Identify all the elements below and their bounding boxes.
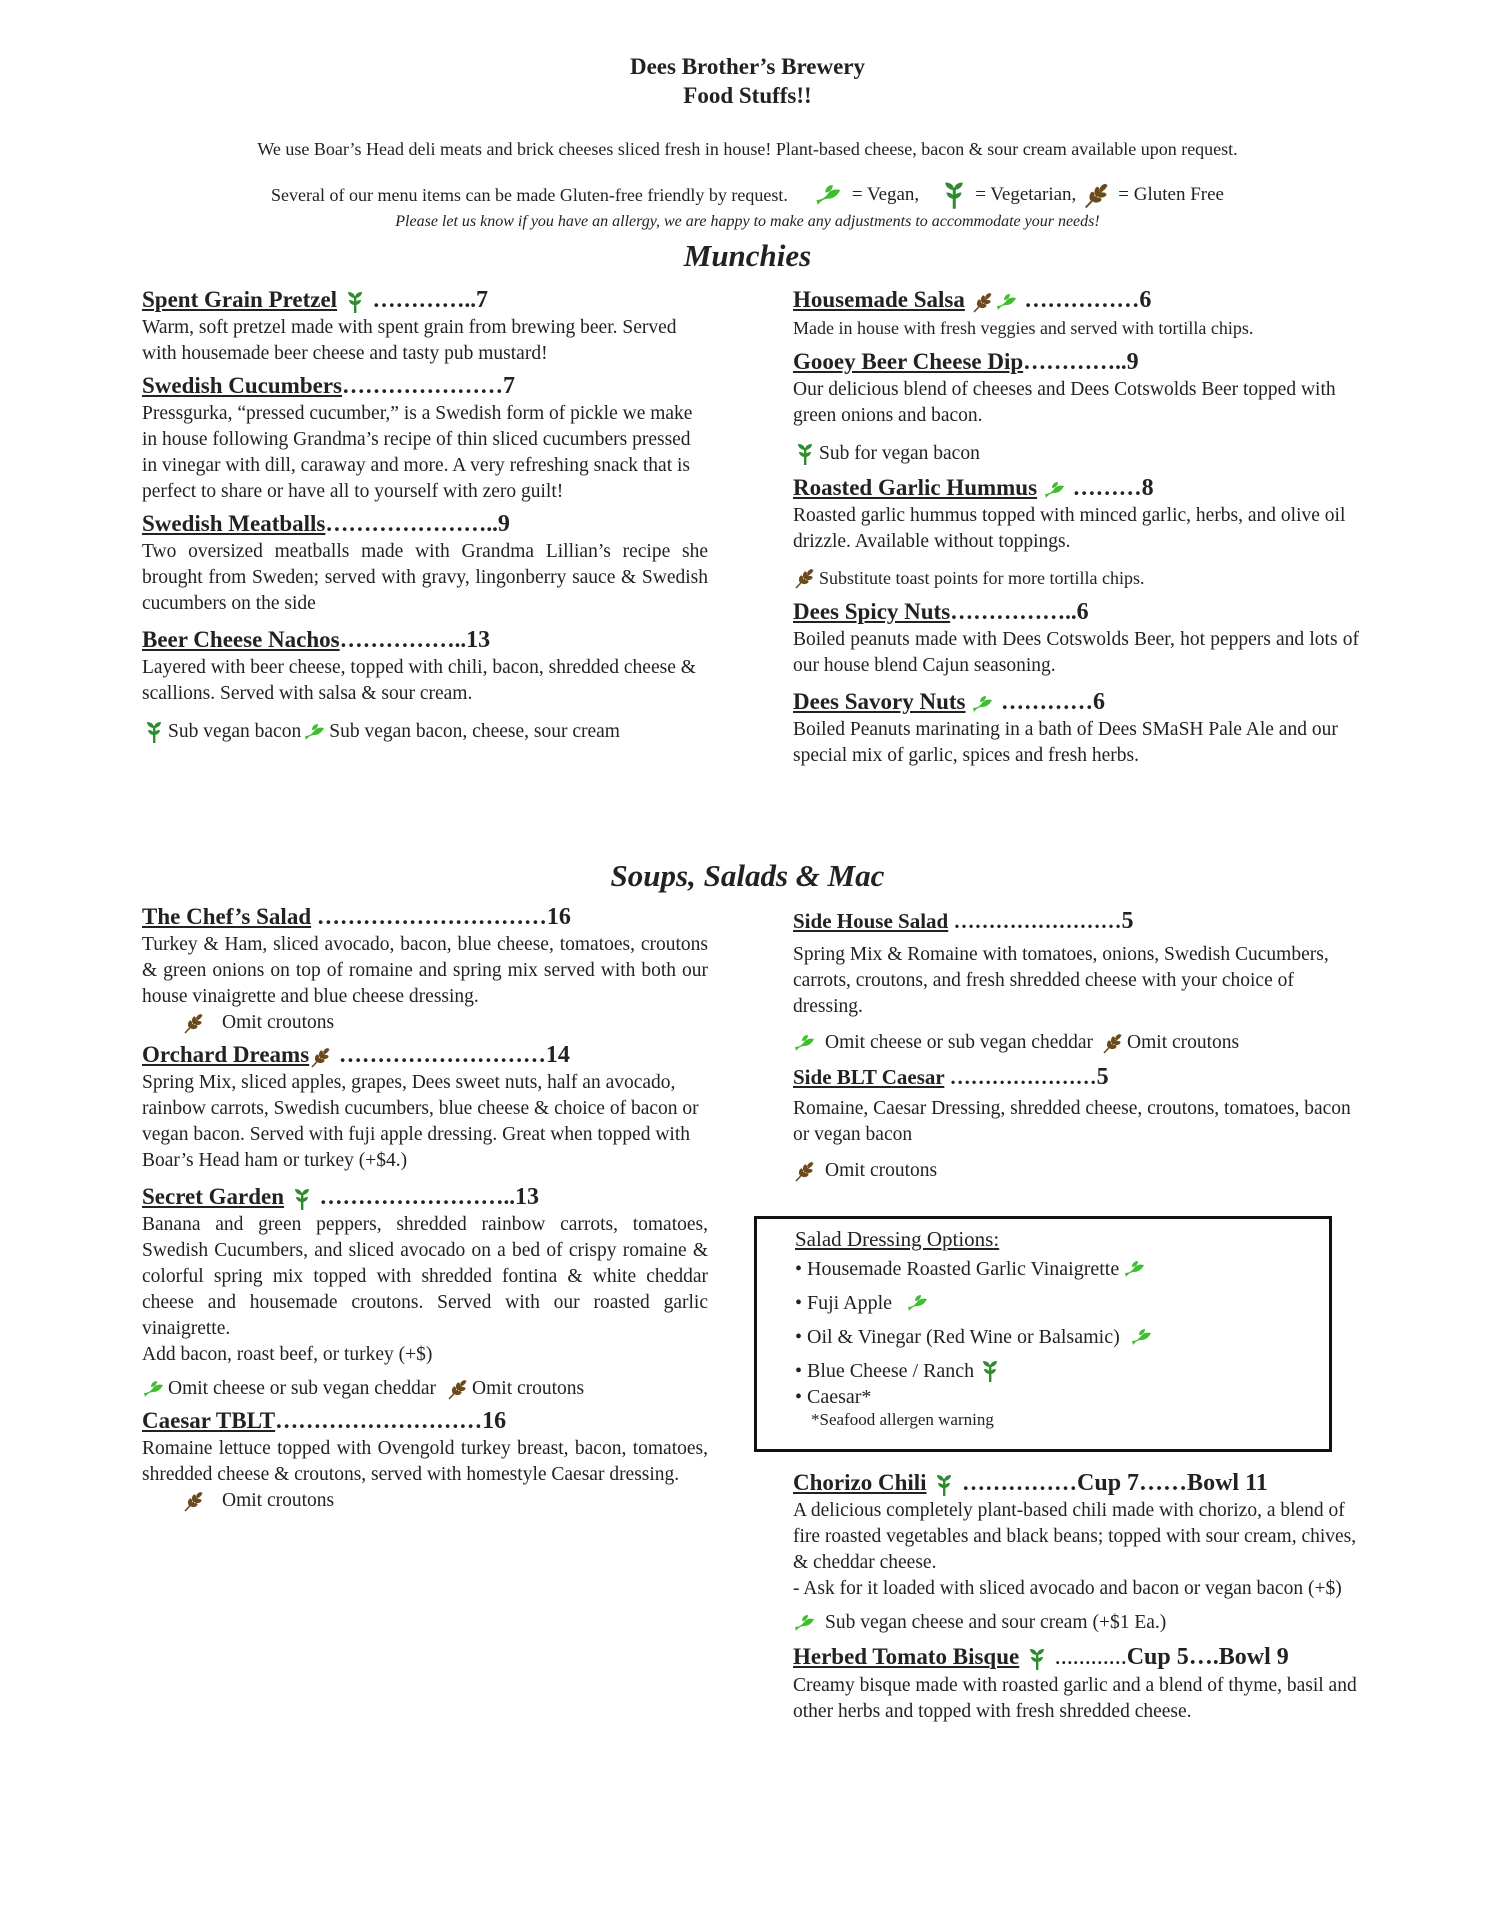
brewery-name: Dees Brother’s Brewery	[629, 54, 866, 79]
soups-right-lower-column	[793, 1468, 1359, 1729]
item-description: A delicious completely plant-based chili made with chorizo, a blend of fire roasted vegetables and black beans; topped with sour cream, chives, & cheddar cheese.	[793, 1500, 1357, 1573]
menu-item	[793, 597, 1359, 679]
item-description: Our delicious blend of cheeses and Dees Cotswolds Beer topped with green onions and bacon.	[793, 379, 1336, 426]
item-name: Swedish Meatballs	[142, 511, 326, 536]
item-name: Chorizo Chili	[793, 1470, 927, 1495]
item-name: Spent Grain Pretzel	[142, 287, 338, 312]
item-name: Caesar TBLT	[142, 1408, 276, 1433]
vegetarian-sprout-icon	[290, 1187, 314, 1211]
dressing-option	[795, 1358, 1329, 1384]
vegan-leaf-icon	[1130, 1325, 1154, 1349]
vegan-leaf-icon	[971, 692, 995, 716]
item-description: Made in house with fresh veggies and served with tortilla chips.	[793, 318, 1254, 338]
dressing-box-title	[795, 1227, 1329, 1252]
legend-vegetarian: = Vegetarian,	[975, 184, 1077, 205]
item-dots: ………………………	[275, 1408, 483, 1433]
menu-item	[142, 902, 708, 1036]
menu-subtitle: Food Stuffs!!	[683, 83, 812, 108]
legend-vegan: = Vegan,	[851, 184, 920, 205]
item-options	[142, 1488, 708, 1514]
munchies-left-column	[142, 285, 708, 751]
item-dots: ……………………..	[319, 1184, 516, 1209]
item-name: Side BLT Caesar	[793, 1065, 945, 1089]
option-text: Omit croutons	[1127, 1032, 1240, 1053]
dressing-option	[795, 1290, 1329, 1316]
item-description: Two oversized meatballs made with Grandma Lillian’s recipe she brought from Sweden; served with gravy, lingonberry sauce & Swedish cucumbers on the side	[142, 541, 708, 614]
vegetarian-sprout-icon	[343, 290, 367, 314]
salad-dressing-box	[754, 1216, 1332, 1452]
dressing-title-text: Salad Dressing Options	[795, 1227, 994, 1251]
item-name: Housemade Salsa	[793, 287, 965, 312]
menu-item	[142, 1040, 708, 1174]
item-description: Spring Mix & Romaine with tomatoes, onions, Swedish Cucumbers, carrots, croutons, and fresh shredded cheese with your choice of dressing.	[793, 944, 1329, 1017]
item-name: Herbed Tomato Bisque	[793, 1644, 1020, 1669]
menu-item	[142, 285, 708, 367]
dressing-option-label: • Fuji Apple	[795, 1292, 893, 1314]
vegan-leaf-icon	[303, 720, 327, 744]
item-dots: ……………..	[950, 599, 1077, 624]
menu-item	[793, 906, 1359, 1056]
vegetarian-sprout-icon	[793, 442, 817, 466]
dressing-option	[795, 1256, 1329, 1282]
menu-item	[142, 1406, 708, 1514]
item-dots: …………	[1054, 1648, 1127, 1668]
item-dots: …………………	[949, 1065, 1097, 1089]
item-dots: ……………………	[953, 909, 1122, 933]
item-price: 16	[546, 904, 571, 930]
vegan-leaf-icon	[793, 1031, 817, 1055]
option-text: Omit croutons	[825, 1160, 938, 1181]
menu-item	[142, 625, 708, 745]
item-options	[142, 1376, 708, 1402]
vegetarian-sprout-icon	[939, 180, 969, 210]
item-description: Turkey & Ham, sliced avocado, bacon, blue cheese, tomatoes, croutons & green onions on top of romaine and spring mix served with both our house vinaigrette and blue cheese dressing.	[142, 934, 708, 1007]
option-text: Sub for vegan bacon	[819, 443, 980, 464]
item-options	[793, 441, 1359, 467]
wheat-icon	[182, 1489, 206, 1513]
item-price: 6	[1093, 689, 1105, 715]
item-options	[142, 719, 708, 745]
item-dots: ……………	[962, 1470, 1078, 1495]
item-options	[793, 565, 1359, 591]
item-price: 7	[503, 373, 516, 399]
item-description: Roasted garlic hummus topped with minced garlic, herbs, and olive oil drizzle. Available without toppings.	[793, 505, 1346, 552]
menu-title	[0, 52, 1495, 110]
soups-left-column	[142, 902, 708, 1518]
option-text: Substitute toast points for more tortilla chips.	[819, 568, 1145, 588]
option-text: Sub vegan bacon, cheese, sour cream	[329, 721, 620, 742]
gluten-free-note: Several of our menu items can be made Gluten-free friendly by request.	[271, 184, 788, 205]
item-name: Dees Spicy Nuts	[793, 599, 951, 624]
vegetarian-sprout-icon	[932, 1473, 956, 1497]
item-name: Beer Cheese Nachos	[142, 627, 340, 652]
allergy-note: Please let us know if you have an allergy, we are happy to make any adjustments to accommodate your needs!	[395, 213, 1100, 230]
option-text: Sub vegan bacon	[168, 721, 302, 742]
item-description: Layered with beer cheese, topped with chili, bacon, shredded cheese & scallions. Served with salsa & sour cream.	[142, 657, 696, 704]
item-description: Creamy bisque made with roasted garlic and a blend of thyme, basil and other herbs and topped with fresh shredded cheese.	[793, 1675, 1357, 1722]
item-description: Romaine, Caesar Dressing, shredded cheese, croutons, tomatoes, bacon or vegan bacon	[793, 1098, 1351, 1145]
item-name: Gooey Beer Cheese Dip	[793, 349, 1024, 374]
item-addon: Add bacon, roast beef, or turkey (+$)	[142, 1344, 433, 1365]
option-text: Omit croutons	[472, 1378, 585, 1399]
allergen-warning: *Seafood allergen warning	[811, 1410, 994, 1429]
menu-item	[793, 285, 1359, 341]
sourcing-note: We use Boar’s Head deli meats and brick cheeses sliced fresh in house! Plant-based cheese, bacon & sour cream available upon request.	[257, 139, 1238, 159]
option-text: Omit croutons	[222, 1012, 335, 1033]
item-name: Roasted Garlic Hummus	[793, 475, 1038, 500]
section-title-munchies: Munchies	[683, 238, 812, 273]
item-price: 8	[1141, 475, 1154, 501]
option-text: Omit cheese or sub vegan cheddar	[825, 1032, 1094, 1053]
item-price: Cup 5….Bowl 9	[1126, 1644, 1289, 1670]
item-price: 5	[1096, 1064, 1109, 1090]
vegetarian-sprout-icon	[1025, 1647, 1049, 1671]
item-dots: …………..	[1023, 349, 1127, 374]
menu-item	[142, 1182, 708, 1402]
soups-right-column	[793, 906, 1359, 1190]
item-dots: ……………	[1024, 287, 1140, 312]
dressing-option-label: • Caesar*	[795, 1386, 872, 1408]
item-description: Boiled peanuts made with Dees Cotswolds Beer, hot peppers and lots of our house blend Cajun seasoning.	[793, 629, 1359, 676]
vegan-leaf-icon	[995, 290, 1019, 314]
vegan-leaf-icon	[906, 1291, 930, 1315]
legend-gluten-free: = Gluten Free	[1118, 184, 1224, 205]
item-name: Dees Savory Nuts	[793, 689, 966, 714]
item-dots: …………	[1001, 689, 1093, 714]
munchies-right-column	[793, 285, 1359, 773]
item-options	[793, 1610, 1359, 1636]
menu-item	[793, 473, 1359, 591]
vegan-leaf-icon	[142, 1377, 166, 1401]
vegetarian-sprout-icon	[978, 1359, 1002, 1383]
item-dots: …………………..	[325, 511, 498, 536]
menu-item	[793, 1642, 1359, 1725]
item-price: 6	[1139, 287, 1152, 313]
item-name: Secret Garden	[142, 1184, 285, 1209]
wheat-icon	[309, 1045, 333, 1069]
vegan-leaf-icon	[1043, 478, 1067, 502]
item-dots: …………………………	[316, 904, 547, 929]
menu-item	[142, 371, 708, 505]
item-options	[142, 1010, 708, 1036]
item-dots: …………………	[342, 373, 504, 398]
wheat-icon	[1101, 1031, 1125, 1055]
item-description: Spring Mix, sliced apples, grapes, Dees sweet nuts, half an avocado, rainbow carrots, Swedish cucumbers, blue cheese & choice of bacon or vegan bacon. Served with fuji apple dressing. Great when topped with Boar’s Head ham or turkey (+$4.)	[142, 1072, 699, 1171]
dressing-option	[795, 1384, 1329, 1410]
dressing-option-label: • Blue Cheese / Ranch	[795, 1360, 975, 1382]
wheat-icon	[182, 1011, 206, 1035]
dressing-title-colon: :	[993, 1227, 1000, 1251]
item-price: 13	[466, 627, 491, 653]
item-addon: - Ask for it loaded with sliced avocado and bacon or vegan bacon (+$)	[793, 1578, 1342, 1599]
item-price: 13	[515, 1184, 540, 1210]
wheat-icon	[1082, 180, 1112, 210]
item-options	[793, 1030, 1359, 1056]
item-dots: ……………..	[339, 627, 467, 652]
item-dots: ………	[1072, 475, 1142, 500]
dressing-option	[795, 1324, 1329, 1350]
option-text: Omit cheese or sub vegan cheddar	[168, 1378, 437, 1399]
vegetarian-sprout-icon	[142, 720, 166, 744]
item-price: 5	[1121, 908, 1134, 934]
item-description: Pressgurka, “pressed cucumber,” is a Swedish form of pickle we make in house following Grandma’s recipe of thin sliced cucumbers pressed in vinegar with dill, caraway and more. A very refreshing snack that is perfect to share or have all to yourself with zero guilt!	[142, 403, 693, 502]
dressing-option-label: • Housemade Roasted Garlic Vinaigrette	[795, 1258, 1120, 1280]
legend-line	[0, 180, 1495, 210]
option-text: Omit croutons	[222, 1490, 335, 1511]
item-name: The Chef’s Salad	[142, 904, 312, 929]
menu-item	[142, 509, 708, 617]
item-price: 14	[545, 1042, 570, 1068]
item-name: Swedish Cucumbers	[142, 373, 343, 398]
item-price: 7	[476, 287, 489, 313]
menu-item	[793, 1468, 1359, 1636]
item-price: 9	[497, 511, 510, 537]
item-description: Romaine lettuce topped with Ovengold turkey breast, bacon, tomatoes, shredded cheese & croutons, served with homestyle Caesar dressing.	[142, 1438, 708, 1485]
item-options	[793, 1158, 1359, 1184]
item-description: Banana and green peppers, shredded rainbow carrots, tomatoes, Swedish Cucumbers, and sliced avocado on a bed of crispy romaine & colorful spring mix topped with shredded fontina & white cheddar cheese and housemade croutons. Served with our roasted garlic vinaigrette.	[142, 1214, 708, 1339]
dressing-option-label: • Oil & Vinegar (Red Wine or Balsamic)	[795, 1326, 1120, 1348]
item-description: Boiled Peanuts marinating in a bath of Dees SMaSH Pale Ale and our special mix of garlic, spices and fresh herbs.	[793, 719, 1338, 766]
vegan-leaf-icon	[1123, 1257, 1147, 1281]
item-name: Orchard Dreams	[142, 1042, 310, 1067]
wheat-icon	[793, 566, 817, 590]
vegan-leaf-icon	[812, 180, 846, 210]
wheat-icon	[446, 1377, 470, 1401]
menu-item	[793, 687, 1359, 769]
menu-item	[793, 347, 1359, 467]
wheat-icon	[793, 1159, 817, 1183]
item-price: 9	[1126, 349, 1139, 375]
option-text: Sub vegan cheese and sour cream (+$1 Ea.)	[825, 1612, 1167, 1633]
item-dots: …………..	[372, 287, 477, 312]
vegan-leaf-icon	[793, 1611, 817, 1635]
item-price: 16	[482, 1408, 507, 1434]
item-name: Side House Salad	[793, 909, 949, 933]
item-price: Cup 7……Bowl 11	[1077, 1470, 1268, 1496]
menu-item	[793, 1062, 1359, 1184]
section-title-soups: Soups, Salads & Mac	[610, 858, 885, 893]
item-description: Warm, soft pretzel made with spent grain from brewing beer. Served with housemade beer cheese and tasty pub mustard!	[142, 317, 677, 364]
item-dots: ………………………	[338, 1042, 546, 1067]
item-price: 6	[1076, 599, 1089, 625]
wheat-icon	[971, 290, 995, 314]
